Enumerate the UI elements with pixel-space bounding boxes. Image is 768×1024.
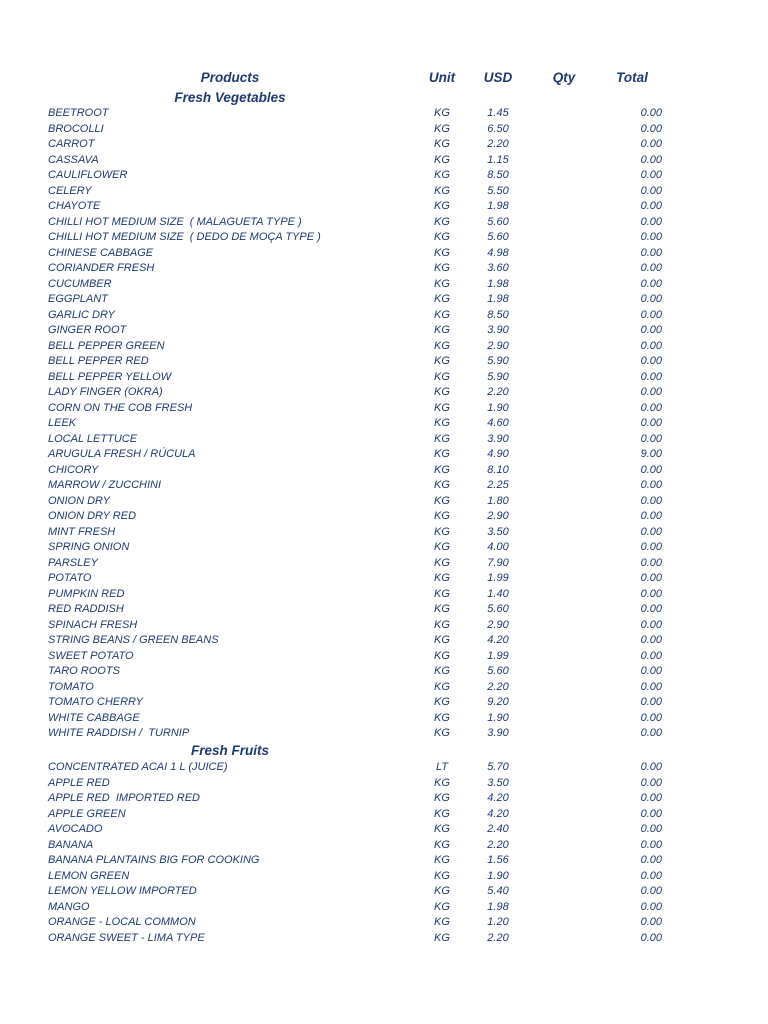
price-cell: 3.90	[487, 432, 509, 445]
unit-cell: KG	[434, 339, 450, 352]
table-row	[0, 884, 768, 900]
unit-cell: KG	[434, 727, 450, 739]
product-name: BEETROOT	[48, 107, 109, 119]
table-row	[0, 680, 768, 696]
unit-cell: KG	[434, 603, 450, 615]
price-cell: 1.20	[487, 916, 509, 928]
total-cell: 0.00	[640, 556, 662, 569]
table-row	[0, 416, 768, 432]
product-name: CHAYOTE	[48, 200, 101, 212]
table-row	[0, 587, 768, 603]
price-cell: 2.20	[487, 138, 509, 150]
unit-cell: KG	[434, 386, 450, 398]
price-cell: 2.25	[487, 479, 509, 491]
table-row	[0, 153, 768, 169]
total-cell: 0.00	[640, 107, 662, 119]
total-cell: 0.00	[640, 931, 662, 944]
product-name: SWEET POTATO	[48, 649, 134, 662]
unit-cell: KG	[434, 807, 450, 820]
product-name: CORN ON THE COB FRESH	[48, 401, 193, 414]
product-name: ORANGE - LOCAL COMMON	[48, 916, 196, 928]
unit-cell: KG	[434, 432, 450, 445]
product-name: ORANGE SWEET - LIMA TYPE	[48, 931, 205, 944]
unit-cell: KG	[434, 680, 450, 693]
table-row	[0, 215, 768, 231]
total-cell: 0.00	[640, 324, 662, 336]
unit-cell: KG	[434, 231, 450, 243]
total-cell: 0.00	[640, 510, 662, 522]
table-row	[0, 339, 768, 355]
unit-cell: KG	[434, 370, 450, 383]
price-cell: 4.20	[487, 634, 509, 646]
price-cell: 7.90	[487, 556, 509, 569]
price-cell: 5.90	[487, 355, 509, 367]
total-cell: 0.00	[640, 339, 662, 352]
table-row	[0, 401, 768, 417]
table-row	[0, 760, 768, 776]
price-cell: 4.20	[487, 792, 509, 804]
total-cell: 0.00	[640, 262, 662, 274]
product-name: CHICORY	[48, 463, 99, 476]
unit-cell: KG	[434, 494, 450, 507]
unit-cell: KG	[434, 776, 450, 789]
product-name: BELL PEPPER RED	[48, 355, 149, 367]
table-row	[0, 915, 768, 931]
unit-cell: KG	[434, 308, 450, 321]
product-name: CASSAVA	[48, 153, 99, 166]
price-cell: 5.50	[487, 184, 509, 197]
unit-cell: KG	[434, 838, 450, 851]
unit-cell: KG	[434, 916, 450, 928]
unit-cell: KG	[434, 215, 450, 228]
price-cell: 4.20	[487, 807, 509, 820]
total-cell: 0.00	[640, 215, 662, 228]
product-name: TARO ROOTS	[48, 665, 120, 677]
unit-cell: KG	[434, 107, 450, 119]
product-name: SPRING ONION	[48, 541, 130, 553]
price-cell: 9.20	[487, 696, 509, 708]
price-cell: 5.60	[487, 665, 509, 677]
unit-cell: KG	[434, 448, 450, 460]
product-name: LOCAL LETTUCE	[48, 432, 138, 445]
product-name: BELL PEPPER YELLOW	[48, 370, 172, 383]
unit-cell: KG	[434, 711, 450, 724]
price-cell: 1.90	[487, 869, 509, 882]
unit-cell: KG	[434, 587, 450, 600]
price-cell: 1.98	[487, 277, 509, 290]
product-name: BANANA	[48, 838, 94, 851]
product-name: LEMON GREEN	[48, 869, 130, 882]
product-name: APPLE RED	[48, 776, 110, 789]
unit-cell: KG	[434, 931, 450, 944]
product-name: APPLE GREEN	[48, 807, 126, 820]
product-name: BANANA PLANTAINS BIG FOR COOKING	[48, 854, 260, 866]
price-cell: 4.60	[487, 417, 509, 429]
total-cell: 0.00	[640, 649, 662, 662]
unit-cell: KG	[434, 122, 450, 135]
total-cell: 0.00	[640, 792, 662, 804]
unit-cell: KG	[434, 479, 450, 491]
table-row	[0, 695, 768, 711]
unit-cell: KG	[434, 869, 450, 882]
product-name: EGGPLANT	[48, 293, 108, 305]
unit-cell: KG	[434, 401, 450, 414]
total-cell: 0.00	[640, 603, 662, 615]
total-cell: 0.00	[640, 680, 662, 693]
table-row	[0, 277, 768, 293]
product-name: ONION DRY RED	[48, 510, 137, 522]
unit-cell: KG	[434, 355, 450, 367]
table-row	[0, 649, 768, 665]
unit-cell: KG	[434, 200, 450, 212]
unit-cell: KG	[434, 417, 450, 429]
total-cell: 0.00	[640, 246, 662, 259]
unit-cell: KG	[434, 541, 450, 553]
table-row	[0, 525, 768, 541]
product-name: LADY FINGER (OKRA)	[48, 386, 163, 398]
table-row	[0, 323, 768, 339]
total-cell: 0.00	[640, 370, 662, 383]
total-cell: 0.00	[640, 169, 662, 181]
table-row	[0, 168, 768, 184]
table-row	[0, 571, 768, 587]
product-name: MARROW / ZUCCHINI	[48, 479, 162, 491]
total-cell: 0.00	[640, 200, 662, 212]
table-row	[0, 137, 768, 153]
price-cell: 3.90	[487, 324, 509, 336]
header-products: Products	[200, 70, 260, 85]
total-cell: 0.00	[640, 776, 662, 789]
unit-cell: KG	[434, 138, 450, 150]
section-title-vegetables: Fresh Vegetables	[174, 90, 286, 105]
table-row	[0, 354, 768, 370]
table-row	[0, 106, 768, 122]
total-cell: 0.00	[640, 665, 662, 677]
price-cell: 4.98	[487, 246, 509, 259]
header-total: Total	[616, 70, 648, 85]
table-row	[0, 184, 768, 200]
table-row	[0, 556, 768, 572]
product-name: STRING BEANS / GREEN BEANS	[48, 634, 219, 646]
price-cell: 3.50	[487, 776, 509, 789]
price-cell: 1.99	[487, 649, 509, 662]
total-cell: 0.00	[640, 494, 662, 507]
unit-cell: KG	[434, 556, 450, 569]
total-cell: 0.00	[640, 634, 662, 646]
table-row	[0, 618, 768, 634]
table-row	[0, 726, 768, 742]
product-name: SPINACH FRESH	[48, 618, 138, 631]
unit-cell: KG	[434, 665, 450, 677]
price-cell: 8.50	[487, 169, 509, 181]
total-cell: 0.00	[640, 231, 662, 243]
unit-cell: KG	[434, 823, 450, 835]
unit-cell: LT	[435, 761, 449, 773]
table-row	[0, 230, 768, 246]
total-cell: 0.00	[640, 869, 662, 882]
unit-cell: KG	[434, 463, 450, 476]
product-name: GINGER ROOT	[48, 324, 127, 336]
price-cell: 1.15	[487, 153, 509, 166]
table-row	[0, 261, 768, 277]
price-cell: 5.60	[487, 603, 509, 615]
unit-cell: KG	[434, 153, 450, 166]
product-name: BROCOLLI	[48, 122, 104, 135]
total-cell: 0.00	[640, 308, 662, 321]
total-cell: 0.00	[640, 854, 662, 866]
product-name: LEMON YELLOW IMPORTED	[48, 885, 197, 897]
table-row	[0, 494, 768, 510]
unit-cell: KG	[434, 525, 450, 538]
total-cell: 0.00	[640, 900, 662, 913]
unit-cell: KG	[434, 634, 450, 646]
price-cell: 1.80	[487, 494, 509, 507]
total-cell: 9.00	[640, 448, 662, 460]
product-name: CONCENTRATED ACAI 1 L (JUICE)	[48, 761, 228, 773]
total-cell: 0.00	[640, 293, 662, 305]
price-cell: 2.40	[487, 823, 509, 835]
product-name: BELL PEPPER GREEN	[48, 339, 165, 352]
total-cell: 0.00	[640, 885, 662, 897]
product-name: CHILLI HOT MEDIUM SIZE ( DEDO DE MOÇA TYPE )	[48, 231, 321, 243]
total-cell: 0.00	[640, 386, 662, 398]
unit-cell: KG	[434, 262, 450, 274]
price-cell: 1.45	[487, 107, 509, 119]
price-cell: 4.00	[487, 541, 509, 553]
unit-cell: KG	[434, 169, 450, 181]
total-cell: 0.00	[640, 525, 662, 538]
unit-cell: KG	[434, 572, 450, 584]
price-cell: 8.50	[487, 308, 509, 321]
unit-cell: KG	[434, 246, 450, 259]
total-cell: 0.00	[640, 184, 662, 197]
total-cell: 0.00	[640, 727, 662, 739]
product-name: WHITE RADDISH / TURNIP	[48, 727, 190, 739]
table-row	[0, 199, 768, 215]
product-name: PARSLEY	[48, 556, 98, 569]
price-cell: 4.90	[487, 448, 509, 460]
total-cell: 0.00	[640, 587, 662, 600]
total-cell: 0.00	[640, 463, 662, 476]
table-row	[0, 246, 768, 262]
product-name: ONION DRY	[48, 494, 110, 507]
total-cell: 0.00	[640, 122, 662, 135]
price-cell: 1.98	[487, 200, 509, 212]
price-cell: 3.50	[487, 525, 509, 538]
product-name: ARUGULA FRESH / RÚCULA	[48, 448, 196, 460]
unit-cell: KG	[434, 885, 450, 897]
product-name: MINT FRESH	[48, 525, 116, 538]
price-cell: 1.99	[487, 572, 509, 584]
table-row	[0, 478, 768, 494]
table-row	[0, 664, 768, 680]
table-row	[0, 540, 768, 556]
total-cell: 0.00	[640, 417, 662, 429]
total-cell: 0.00	[640, 761, 662, 773]
total-cell: 0.00	[640, 618, 662, 631]
price-cell: 5.70	[487, 761, 509, 773]
table-row	[0, 900, 768, 916]
price-cell: 6.50	[487, 122, 509, 135]
table-row	[0, 791, 768, 807]
product-name: CAULIFLOWER	[48, 169, 128, 181]
product-name: MANGO	[48, 900, 90, 913]
product-name: PUMPKIN RED	[48, 587, 125, 600]
product-name: CHILLI HOT MEDIUM SIZE ( MALAGUETA TYPE )	[48, 215, 302, 228]
total-cell: 0.00	[640, 138, 662, 150]
price-cell: 5.90	[487, 370, 509, 383]
price-cell: 1.56	[487, 854, 509, 866]
total-cell: 0.00	[640, 277, 662, 290]
product-name: TOMATO CHERRY	[48, 696, 143, 708]
table-row	[0, 122, 768, 138]
table-row	[0, 432, 768, 448]
unit-cell: KG	[434, 510, 450, 522]
total-cell: 0.00	[640, 355, 662, 367]
total-cell: 0.00	[640, 838, 662, 851]
total-cell: 0.00	[640, 432, 662, 445]
price-cell: 2.90	[487, 618, 509, 631]
total-cell: 0.00	[640, 541, 662, 553]
table-row	[0, 385, 768, 401]
unit-cell: KG	[434, 184, 450, 197]
product-name: AVOCADO	[48, 823, 103, 835]
unit-cell: KG	[434, 618, 450, 631]
price-cell: 2.90	[487, 510, 509, 522]
product-name: CUCUMBER	[48, 277, 112, 290]
unit-cell: KG	[434, 696, 450, 708]
table-row	[0, 869, 768, 885]
product-name: TOMATO	[48, 680, 94, 693]
unit-cell: KG	[434, 293, 450, 305]
unit-cell: KG	[434, 324, 450, 336]
price-cell: 8.10	[487, 463, 509, 476]
header-unit: Unit	[428, 70, 456, 85]
table-row	[0, 838, 768, 854]
table-row	[0, 447, 768, 463]
price-cell: 5.60	[487, 231, 509, 243]
product-name: GARLIC DRY	[48, 308, 115, 321]
table-row	[0, 633, 768, 649]
product-name: CELERY	[48, 184, 92, 197]
price-cell: 5.40	[487, 885, 509, 897]
unit-cell: KG	[434, 792, 450, 804]
section-title-fruits: Fresh Fruits	[190, 743, 269, 758]
product-name: RED RADDISH	[48, 603, 124, 615]
product-name: WHITE CABBAGE	[48, 711, 140, 724]
price-cell: 2.20	[487, 386, 509, 398]
table-row	[0, 853, 768, 869]
total-cell: 0.00	[640, 572, 662, 584]
price-cell: 1.90	[487, 401, 509, 414]
price-cell: 5.60	[487, 215, 509, 228]
product-name: POTATO	[48, 572, 92, 584]
price-cell: 1.90	[487, 711, 509, 724]
total-cell: 0.00	[640, 916, 662, 928]
product-name: CORIANDER FRESH	[48, 262, 155, 274]
header-qty: Qty	[552, 70, 576, 85]
unit-cell: KG	[434, 854, 450, 866]
price-cell: 2.20	[487, 931, 509, 944]
price-cell: 1.40	[487, 587, 509, 600]
unit-cell: KG	[434, 277, 450, 290]
table-row	[0, 711, 768, 727]
header-usd: USD	[483, 70, 513, 85]
table-row	[0, 370, 768, 386]
price-cell: 1.98	[487, 293, 509, 305]
table-row	[0, 602, 768, 618]
price-cell: 1.98	[487, 900, 509, 913]
table-row	[0, 308, 768, 324]
total-cell: 0.00	[640, 153, 662, 166]
total-cell: 0.00	[640, 696, 662, 708]
total-cell: 0.00	[640, 401, 662, 414]
unit-cell: KG	[434, 649, 450, 662]
fruits-list	[0, 760, 768, 946]
vegetables-list	[0, 106, 768, 742]
product-name: CARROT	[48, 138, 95, 150]
table-row	[0, 822, 768, 838]
table-row	[0, 509, 768, 525]
product-name: LEEK	[48, 417, 77, 429]
total-cell: 0.00	[640, 711, 662, 724]
table-row	[0, 463, 768, 479]
price-cell: 3.60	[487, 262, 509, 274]
product-name: APPLE RED IMPORTED RED	[48, 792, 200, 804]
price-cell: 2.20	[487, 838, 509, 851]
price-cell: 2.20	[487, 680, 509, 693]
total-cell: 0.00	[640, 479, 662, 491]
price-cell: 3.90	[487, 727, 509, 739]
table-row	[0, 931, 768, 947]
price-cell: 2.90	[487, 339, 509, 352]
unit-cell: KG	[434, 900, 450, 913]
total-cell: 0.00	[640, 823, 662, 835]
total-cell: 0.00	[640, 807, 662, 820]
table-row	[0, 292, 768, 308]
table-row	[0, 776, 768, 792]
product-name: CHINESE CABBAGE	[48, 246, 154, 259]
table-row	[0, 807, 768, 823]
